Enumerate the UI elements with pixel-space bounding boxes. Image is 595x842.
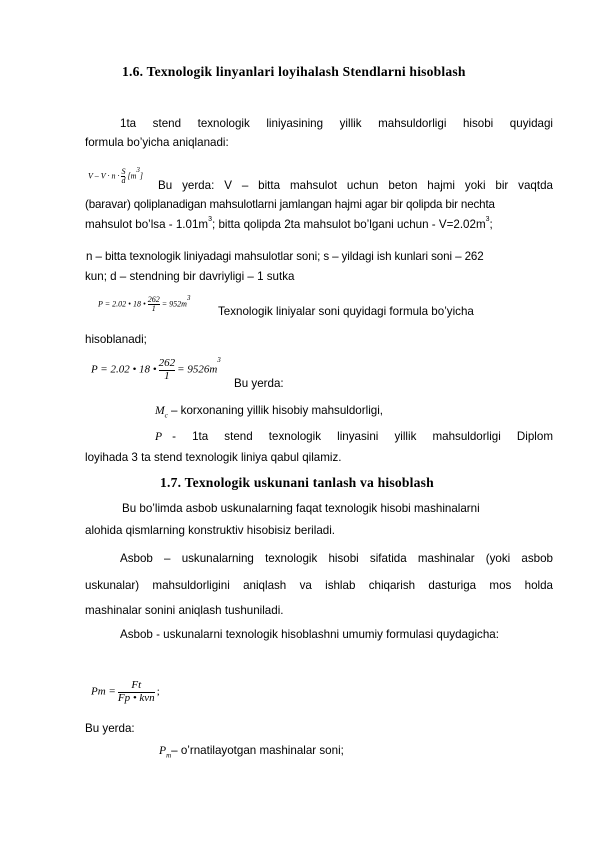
paragraph-line: formula bo’yicha aniqlanadi:: [85, 136, 229, 149]
paragraph-line: n – bitta texnologik liniyadagi mahsulotlar soni; s – yildagi ish kunlari soni – 262: [86, 250, 484, 263]
paragraph-line: Bu bo’limda asbob uskunalarning faqat texnologik hisobi mashinalarni: [122, 502, 480, 515]
paragraph-line: kun; d – stendning bir davriyligi – 1 sutka: [85, 270, 295, 283]
definition-mc: $M_c$ – korxonaning yillik hisobiy mahsuldorligi,: [155, 404, 384, 420]
formula-productivity: P = 2.02 • 18 • $\frac{262}{1}$ = $9526m^3$: [91, 356, 221, 382]
paragraph-line: 1ta stend texnologik liniyasining yillik mahsuldorligi hisobi quyidagi: [120, 117, 553, 130]
section-heading-1-6: [122, 65, 466, 79]
paragraph-line: hisoblanadi;: [85, 333, 147, 346]
bu-yerda-label: Bu yerda:: [85, 722, 135, 735]
paragraph-line: uskunalar) mahsuldorligini aniqlash va ishlab chiqarish dasturiga mos holda: [85, 579, 553, 592]
definition-p: P - 1ta stend texnologik linyasini yillik mahsuldorligi Diplom: [155, 430, 553, 443]
paragraph-line: mahsulot bo’lsa - $1.01m^3$; bitta qolipda 2ta mahsulot bo’lgani uchun - $V=2.02m^3$;: [85, 216, 493, 231]
formula-productivity-small: P = 2.02 • 18 • $\frac{262}{1}$ = $952m^3$: [98, 294, 191, 314]
section-title: Texnologik uskunani tanlash va hisoblash: [184, 475, 434, 490]
section-title: Texnologik linyanlari loyihalash Stendlarni hisoblash: [146, 64, 466, 79]
paragraph-line: loyihada 3 ta stend texnologik liniya qabul qilamiz.: [85, 451, 342, 464]
definition-pm: $P_m-$ o’rnatilayotgan mashinalar soni;: [159, 744, 344, 760]
paragraph-line: alohida qismlarning konstruktiv hisobisiz beriladi.: [85, 524, 336, 537]
section-heading-1-7: [160, 476, 434, 490]
paragraph-line: (baravar) qoliplanadigan mahsulotlarni jamlangan hajmi agar bir qolipda bir nechta: [85, 198, 495, 211]
section-number: 1.7.: [160, 475, 182, 490]
formula-machines: Pm = $\frac{Ft}{\text{Fp • kvn}}$ ;: [91, 679, 160, 704]
paragraph-line: Asbob – uskunalarning texnologik hisobi sifatida mashinalar (yoki asbob: [120, 552, 553, 565]
paragraph-line: Asbob - uskunalarni texnologik hisoblashni umumiy formulasi quydagicha:: [120, 628, 499, 641]
paragraph-line: mashinalar sonini aniqlash tushuniladi.: [85, 604, 284, 617]
paragraph-line: Bu yerda: V – bitta mahsulot uchun beton hajmi yoki bir vaqtda: [158, 179, 553, 192]
bu-yerda-label: Bu yerda:: [234, 377, 284, 390]
section-number: 1.6.: [122, 64, 144, 79]
formula-volume: V – V · n · $\frac{S}{d}$ $[m^3]$: [88, 166, 143, 186]
paragraph-line: Texnologik liniyalar soni quyidagi formula bo’yicha: [218, 305, 474, 318]
